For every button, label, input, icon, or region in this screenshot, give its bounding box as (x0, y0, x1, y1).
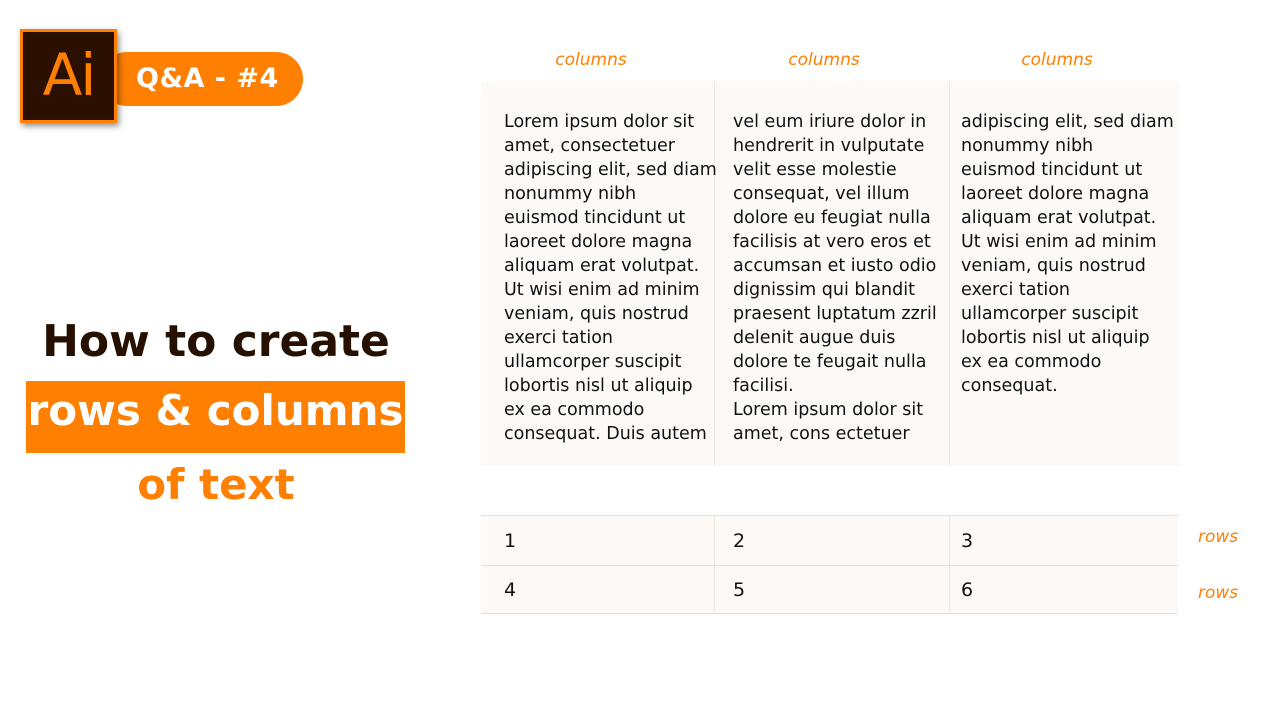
table-cell: 1 (504, 530, 517, 552)
row-separator (481, 565, 1178, 566)
title-line-1: How to create (42, 316, 390, 367)
table-cell: 5 (733, 579, 746, 601)
column-label-3: columns (1021, 50, 1093, 70)
table-cell: 4 (504, 579, 517, 601)
logo-text: Ai (42, 41, 95, 109)
qa-badge-label: Q&A - #4 (136, 63, 279, 94)
table-cell: 2 (733, 530, 746, 552)
table-column-divider (949, 515, 950, 612)
column-label-2: columns (788, 50, 860, 70)
table-cell: 3 (961, 530, 974, 552)
table-column-divider (714, 515, 715, 612)
title-line-3: of text (137, 460, 295, 509)
table-cell: 6 (961, 579, 974, 601)
row-label-1: rows (1198, 527, 1239, 547)
column-divider (949, 81, 950, 466)
title-line-2: rows & columns (27, 386, 404, 435)
row-label-2: rows (1198, 583, 1239, 603)
text-column-1: Lorem ipsum dolor sit amet, consectetuer adipiscing elit, sed diam nonummy nibh euismod tincidunt ut laoreet dolore magna aliquam erat volutpat. Ut wisi enim ad minim veniam, quis nostrud exerci tation ullamcorper suscipit lobortis nisl ut aliquip ex ea commodo consequat. Duis autem (504, 112, 717, 444)
illustrator-logo-icon (20, 29, 117, 123)
column-label-1: columns (555, 50, 627, 70)
text-column-2: vel eum iriure dolor in hendrerit in vulputate velit esse molestie consequat, vel illum dolore eu feugiat nulla facilisis at vero eros et accumsan et iusto odio dignissim qui blandit praesent luptatum zzril delenit augue duis dolore te feugait nulla facilisi. Lorem ipsum dolor sit amet, cons ectetuer (733, 112, 937, 444)
text-column-3: adipiscing elit, sed diam nonummy nibh euismod tincidunt ut laoreet dolore magna aliquam erat volutpat. Ut wisi enim ad minim veniam, quis nostrud exerci tation ullamcorper suscipit lobortis nisl ut aliquip ex ea commodo consequat. (961, 112, 1174, 396)
